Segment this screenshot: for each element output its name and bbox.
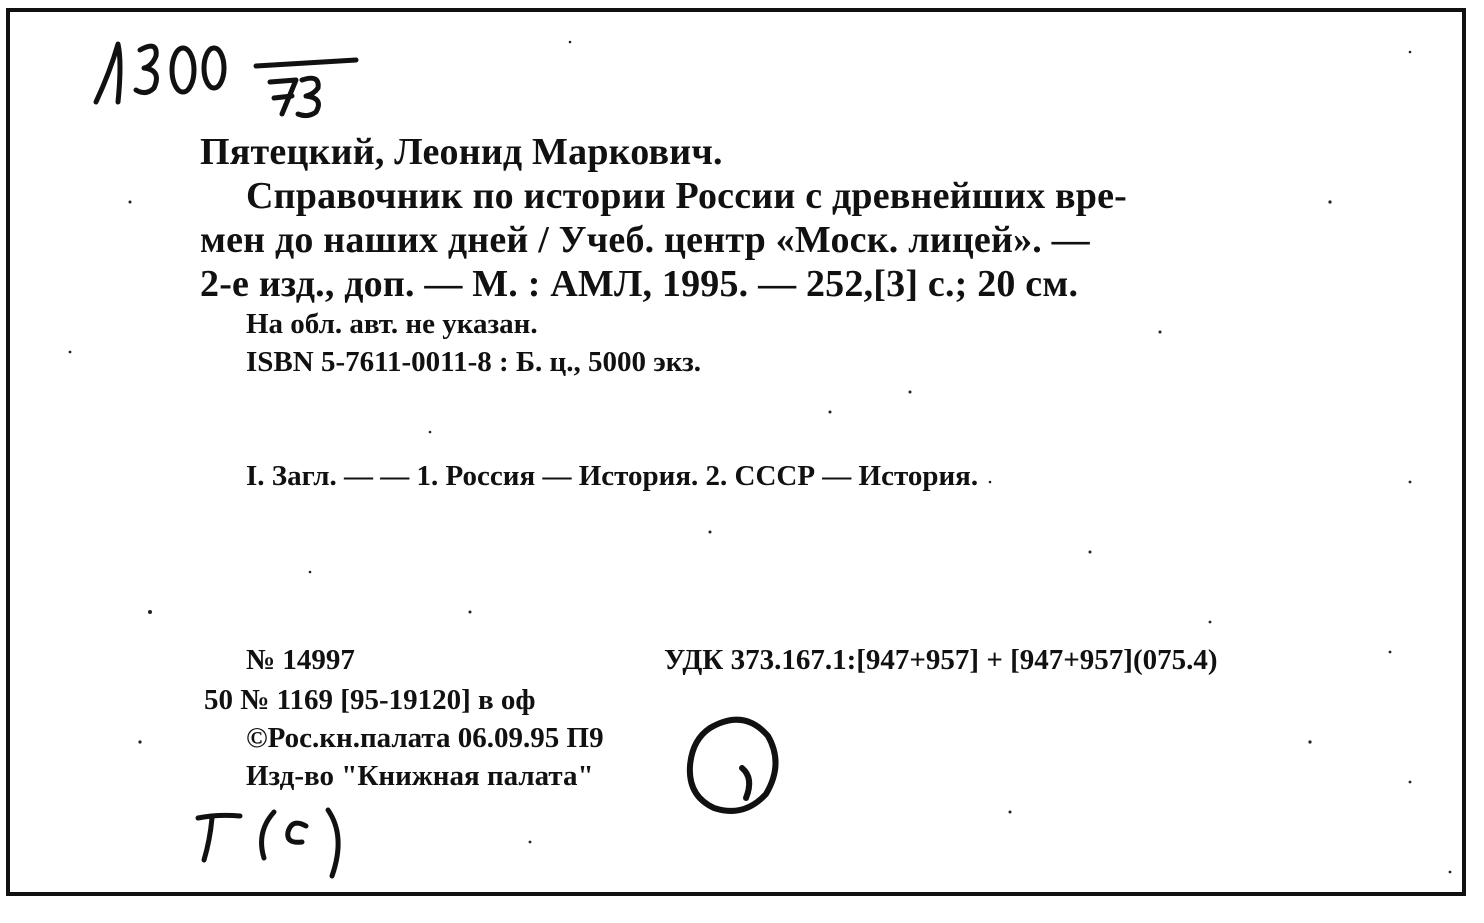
handwritten-shelfmark <box>88 32 378 122</box>
udc-classification: УДК 373.167.1:[947+957] + [947+957](075.4) <box>664 644 1218 676</box>
stamp-circle-mark <box>680 708 790 828</box>
title-line-1: Справочник по истории России с древнейших вре- <box>246 175 1128 217</box>
title-line-3: 2-е изд., доп. — М. : АМЛ, 1995. — 252,[3] с.; 20 см. <box>200 263 1079 305</box>
isbn-line: ISBN 5-7611-0011-8 : Б. ц., 5000 экз. <box>246 346 702 378</box>
catalog-card <box>6 8 1466 896</box>
order-line: 50 № 1169 [95-19120] в оф <box>204 684 536 716</box>
note-line: На обл. авт. не указан. <box>246 308 538 340</box>
handwritten-bottom-mark <box>188 796 388 886</box>
title-line-2: мен до наших дней / Учеб. центр «Моск. лицей». — <box>200 219 1090 261</box>
handwritten-shelfmark-drawing <box>88 32 378 122</box>
tracings-line: I. Загл. — — 1. Россия — История. 2. СССР — История. <box>246 460 979 492</box>
copyright-line: ©Рос.кн.палата 06.09.95 П9 <box>246 722 604 754</box>
record-number: № 14997 <box>246 644 355 676</box>
author-heading: Пятецкий, Леонид Маркович. <box>200 131 723 173</box>
publisher-line: Изд-во "Книжная палата" <box>246 760 594 792</box>
